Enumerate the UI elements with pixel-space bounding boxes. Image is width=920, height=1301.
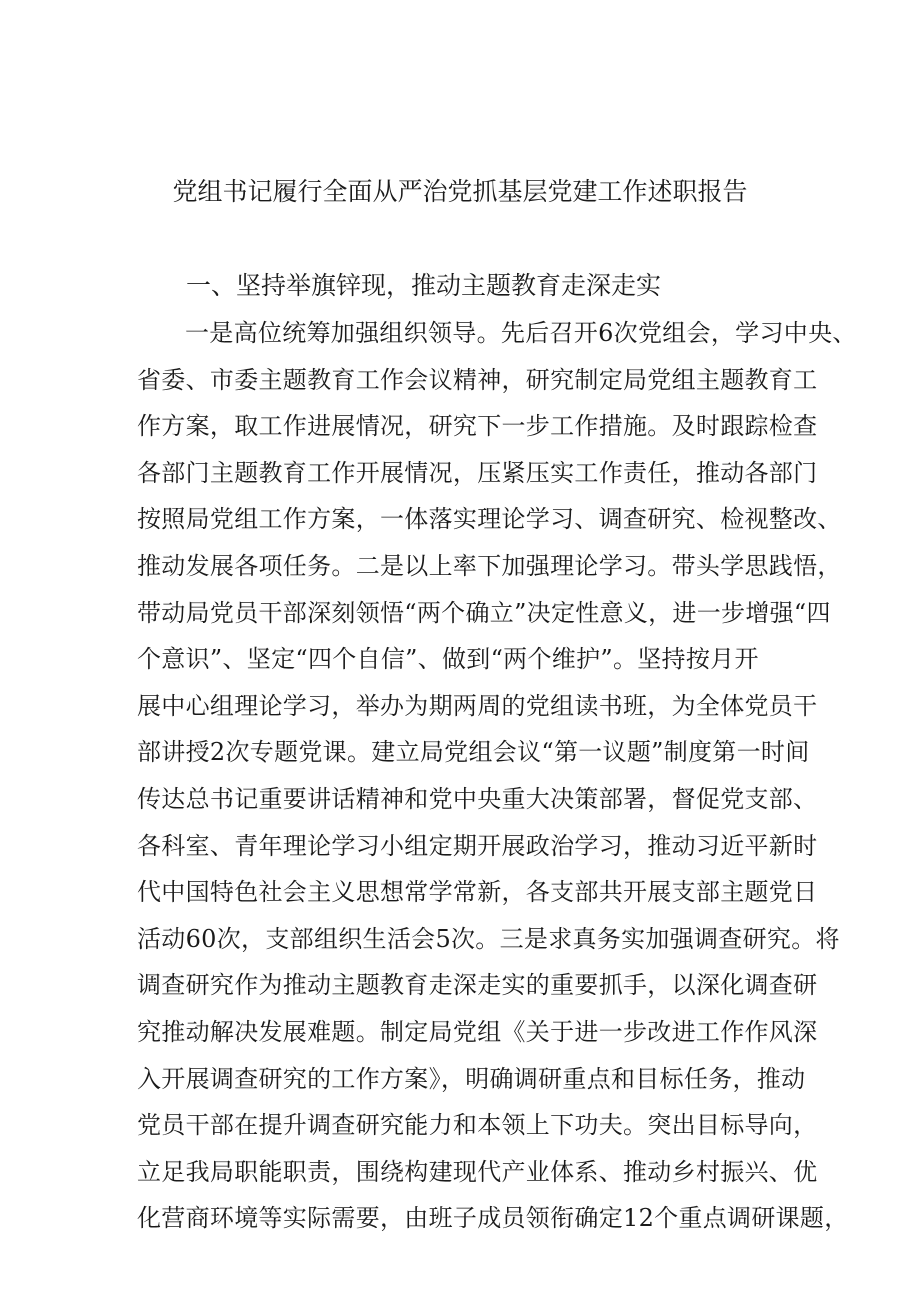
paragraph-line: 个意识”、坚定“四个自信”、做到“两个维护”。坚持按月开 [137,645,759,674]
body-paragraph [137,310,857,1242]
paragraph-line: 党员干部在提升调查研究能力和本领上下功夫。突出目标导向， [137,1111,818,1140]
paragraph-line: 各科室、青年理论学习小组定期开展政治学习，推动习近平新时 [137,831,818,860]
paragraph-line: 传达总书记重要讲话精神和党中央重大决策部署，督促党支部、 [137,784,818,813]
paragraph-line: 带动局党员干部深刻领悟“两个确立”决定性意义，进一步增强“四 [137,598,831,627]
paragraph-line: 立足我局职能职责，围绕构建现代产业体系、推动乡村振兴、优 [137,1157,818,1186]
paragraph-line: 省委、市委主题教育工作会议精神，研究制定局党组主题教育工 [137,365,818,394]
paragraph-line: 入开展调查研究的工作方案》，明确调研重点和目标任务，推动 [137,1064,806,1093]
paragraph-line: 按照局党组工作方案，一体落实理论学习、调查研究、检视整改、 [137,505,842,534]
document-title: 党组书记履行全面从严治党抓基层党建工作述职报告 [172,177,748,206]
paragraph-line: 部讲授2次专题党课。建立局党组会议“第一议题”制度第一时间 [137,738,810,767]
paragraph-line: 一是高位统筹加强组织领导。先后召开6次党组会，学习中央、 [185,319,857,347]
paragraph-line: 作方案，取工作进展情况，研究下一步工作措施。及时跟踪检查 [137,412,818,441]
paragraph-line: 活动60次，支部组织生活会5次。三是求真务实加强调查研究。将 [137,924,840,953]
paragraph-line: 各部门主题教育工作开展情况，压紧压实工作责任，推动各部门 [137,458,818,487]
paragraph-line: 展中心组理论学习，举办为期两周的党组读书班，为全体党员干 [137,691,818,720]
paragraph-line: 调查研究作为推动主题教育走深走实的重要抓手，以深化调查研 [137,971,818,1000]
paragraph-line: 推动发展各项任务。二是以上率下加强理论学习。带头学思践悟， [137,551,842,580]
paragraph-line: 化营商环境等实际需要，由班子成员领衔确定12个重点调研课题， [137,1204,849,1233]
paragraph-line: 究推动解决发展难题。制定局党组《关于进一步改进工作作风深 [137,1017,818,1046]
section-heading: 一、坚持举旗锌现，推动主题教育走深走实 [186,271,662,300]
paragraph-line: 代中国特色社会主义思想常学常新，各支部共开展支部主题党日 [137,878,818,907]
